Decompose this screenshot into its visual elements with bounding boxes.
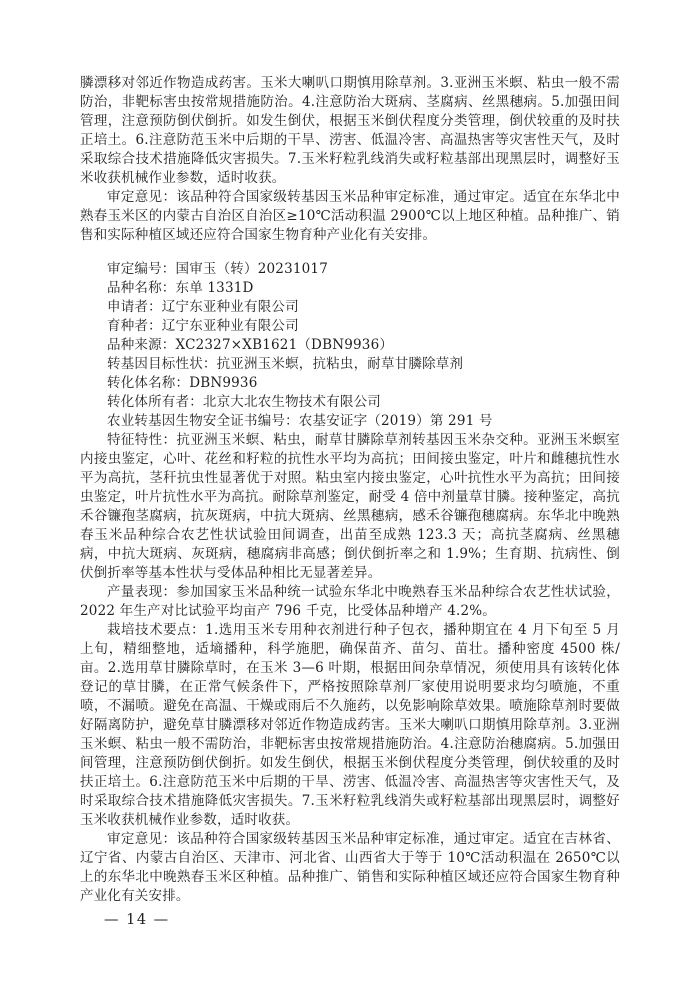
paragraph-approval-opinion-previous-variety: 审定意见：该品种符合国家级转基因玉米品种审定标准，通过审定。适宜在东华北中熟春玉米区的内蒙古自治区自治区≥10℃活动积温 2900℃以上地区种植。品种推广、销售和实际种植区域还应符合国家生物育种产业化有关安排。 <box>80 189 620 243</box>
field-variety-name: 品种名称：东单 1331D <box>107 280 254 296</box>
paragraph-characteristics: 特征特性：抗亚洲玉米螟、粘虫，耐草甘膦除草剂转基因玉米杂交种。亚洲玉米螟室内接虫鉴定，心叶、花丝和籽粒的抗性水平均为高抗；田间接虫鉴定，叶片和雌穗抗性水平为高抗，茎秆抗虫性显著优于对照。粘虫室内接虫鉴定，心叶抗性水平为高抗；田间接虫鉴定，叶片抗性水平为高抗。耐除草剂鉴定，耐受 4 倍中剂量草甘膦。接种鉴定，高抗禾谷镰孢茎腐病，抗灰斑病，中抗大斑病、丝黑穗病，感禾谷镰孢穗腐病。东华北中晚熟春玉米品种综合农艺性状试验田间调查，出苗至成熟 123.3 天；高抗茎腐病、丝黑穗病，中抗大斑病、灰斑病，穗腐病非高感；倒伏倒折率之和 1.9%；生育期、抗病性、倒伏倒折率等基本性状与受体品种相比无显著差异。 <box>80 432 620 581</box>
page-number: — 14 — <box>104 912 170 928</box>
field-transformation-event-owner: 转化体所有者：北京大北农生物技术有限公司 <box>107 394 381 410</box>
field-applicant: 申请者：辽宁东亚种业有限公司 <box>107 299 299 315</box>
paragraph-cultivation-continuation: 膦漂移对邻近作物造成药害。玉米大喇叭口期慎用除草剂。3.亚洲玉米螟、粘虫一般不需防治，非靶标害虫按常规措施防治。4.注意防治大斑病、茎腐病、丝黑穗病。5.加强田间管理，注意预防倒伏倒折。如发生倒伏，根据玉米倒伏程度分类管理，倒伏较重的及时扶正培土。6.注意防范玉米中后期的干旱、涝害、低温冷害、高温热害等灾害性天气，及时采取综合技术措施降低灾害损失。7.玉米籽粒乳线消失或籽粒基部出现黑层时，调整好玉米收获机械作业参数，适时收获。 <box>80 75 620 186</box>
field-breeder: 育种者：辽宁东亚种业有限公司 <box>107 318 299 334</box>
paragraph-yield-performance: 产量表现：参加国家玉米品种统一试验东华北中晚熟春玉米品种综合农艺性状试验，2022 年生产对比试验平均亩产 796 千克，比受体品种增产 4.2%。 <box>80 584 620 619</box>
document-body <box>80 74 620 906</box>
paragraph-approval-opinion: 审定意见：该品种符合国家级转基因玉米品种审定标准，通过审定。适宜在吉林省、辽宁省、内蒙古自治区、天津市、河北省、山西省大于等于 10℃活动积温在 2650℃以上的东华北中晚熟春玉米区种植。品种推广、销售和实际种植区域还应符合国家生物育种产业化有关安排。 <box>80 831 620 904</box>
field-approval-number: 审定编号：国审玉（转）20231017 <box>107 261 329 277</box>
variety-info-list <box>80 260 620 431</box>
field-biosafety-certificate-number: 农业转基因生物安全证书编号：农基安证字（2019）第 291 号 <box>107 413 493 429</box>
field-transformation-event-name: 转化体名称：DBN9936 <box>107 375 258 391</box>
paragraph-cultivation-points: 栽培技术要点：1.选用玉米专用种衣剂进行种子包衣，播种期宜在 4 月下旬至 5 月上旬，精细整地，适墒播种，科学施肥，确保苗齐、苗匀、苗壮。播种密度 4500 株/亩。2.选用草甘膦除草时，在玉米 3—6 叶期，根据田间杂草情况，须使用具有该转化体登记的草甘膦，在正常气候条件下，严格按照除草剂厂家使用说明要求均匀喷施，不重喷，不漏喷。避免在高温、干燥或雨后不久施药，以免影响除草效果。喷施除草剂时要做好隔离防护，避免草甘膦漂移对邻近作物造成药害。玉米大喇叭口期慎用除草剂。3.亚洲玉米螟、粘虫一般不需防治，非靶标害虫按常规措施防治。4.注意防治穗腐病。5.加强田间管理，注意预防倒伏倒折。如发生倒伏，根据玉米倒伏程度分类管理，倒伏较重的及时扶正培土。6.注意防范玉米中后期的干旱、涝害、低温冷害、高温热害等灾害性天气，及时采取综合技术措施降低灾害损失。7.玉米籽粒乳线消失或籽粒基部出现黑层时，调整好玉米收获机械作业参数，适时收获。 <box>80 622 620 828</box>
field-variety-source: 品种来源：XC2327×XB1621（DBN9936） <box>107 337 394 353</box>
field-transgenic-target-traits: 转基因目标性状：抗亚洲玉米螟，抗粘虫，耐草甘膦除草剂 <box>107 356 464 372</box>
